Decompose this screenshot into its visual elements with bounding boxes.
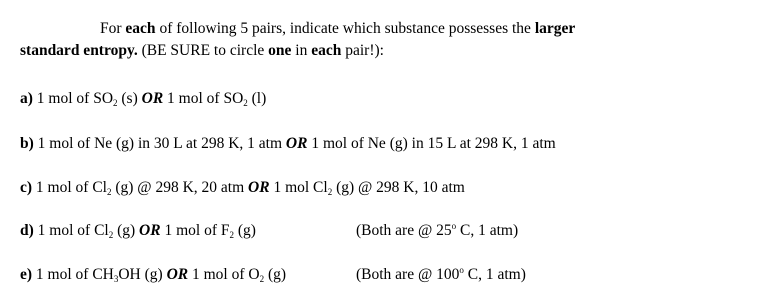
pair-left: (g) — [113, 222, 140, 239]
pair-a — [20, 90, 266, 108]
pair-letter: d) — [20, 222, 34, 239]
subscript: 2 — [108, 230, 114, 240]
conditions-text: (Both are @ 25 — [356, 222, 452, 239]
pair-right: 1 mol of SO — [163, 90, 244, 107]
intro-text: (BE SURE to circle — [137, 42, 269, 59]
instructions-line-1 — [100, 20, 575, 38]
subscript: 2 — [113, 98, 118, 108]
pair-e-conditions — [356, 266, 526, 284]
pair-d-conditions — [356, 222, 518, 240]
conditions-text: (Both are @ 100 — [356, 266, 460, 283]
pair-left: (g) @ 298 K, 20 atm — [111, 179, 249, 196]
pair-right: 1 mol of F — [160, 222, 230, 239]
pair-right: 1 mol of O — [188, 266, 260, 283]
intro-one: one — [268, 42, 292, 59]
or-connector: OR — [248, 179, 270, 196]
pair-letter: c) — [20, 179, 33, 196]
pair-left: OH (g) — [118, 266, 167, 283]
pair-d — [20, 222, 256, 240]
pair-letter: b) — [20, 135, 34, 152]
pair-right: 1 mol of Ne (g) in 15 L at 298 K, 1 atm — [307, 135, 556, 152]
intro-text: of following 5 pairs, indicate which substance possesses the — [155, 20, 535, 37]
pair-b — [20, 135, 556, 153]
intro-text: in — [291, 42, 312, 59]
degree-symbol: o — [459, 265, 464, 275]
pair-right: (g) — [264, 266, 287, 283]
pair-c — [20, 179, 465, 197]
subscript: 2 — [243, 98, 248, 108]
pair-left: 1 mol of Cl — [32, 179, 107, 196]
intro-text: pair!): — [341, 42, 384, 59]
intro-each: each — [311, 42, 342, 59]
or-connector: OR — [285, 135, 308, 152]
pair-left: 1 mol of Ne (g) in 30 L at 298 K, 1 atm — [33, 135, 286, 152]
pair-right: (g) @ 298 K, 10 atm — [332, 179, 465, 196]
subscript: 2 — [327, 187, 333, 197]
conditions-text: C, 1 atm) — [463, 266, 526, 283]
pair-left: 1 mol of CH — [32, 266, 114, 283]
pair-letter: a) — [20, 90, 33, 107]
pair-right: (l) — [247, 90, 267, 107]
subscript: 2 — [229, 230, 234, 240]
instructions-line-2 — [20, 42, 384, 60]
or-connector: OR — [139, 222, 161, 239]
conditions-text: C, 1 atm) — [456, 222, 519, 239]
intro-each: each — [125, 20, 156, 37]
pair-left: 1 mol of SO — [32, 90, 114, 107]
pair-right: (g) — [234, 222, 256, 239]
degree-symbol: o — [451, 221, 457, 231]
or-connector: OR — [166, 266, 189, 283]
pair-left: 1 mol of Cl — [33, 222, 109, 239]
subscript: 2 — [259, 274, 265, 284]
subscript: 2 — [106, 187, 112, 197]
pair-left: (s) — [117, 90, 142, 107]
intro-standard-entropy: standard entropy. — [20, 42, 138, 59]
pair-letter: e) — [20, 266, 33, 283]
or-connector: OR — [141, 90, 164, 107]
pair-e — [20, 266, 286, 284]
intro-text: For — [100, 20, 126, 37]
subscript: 3 — [113, 274, 119, 284]
intro-larger: larger — [534, 20, 576, 37]
pair-right: 1 mol Cl — [269, 179, 328, 196]
